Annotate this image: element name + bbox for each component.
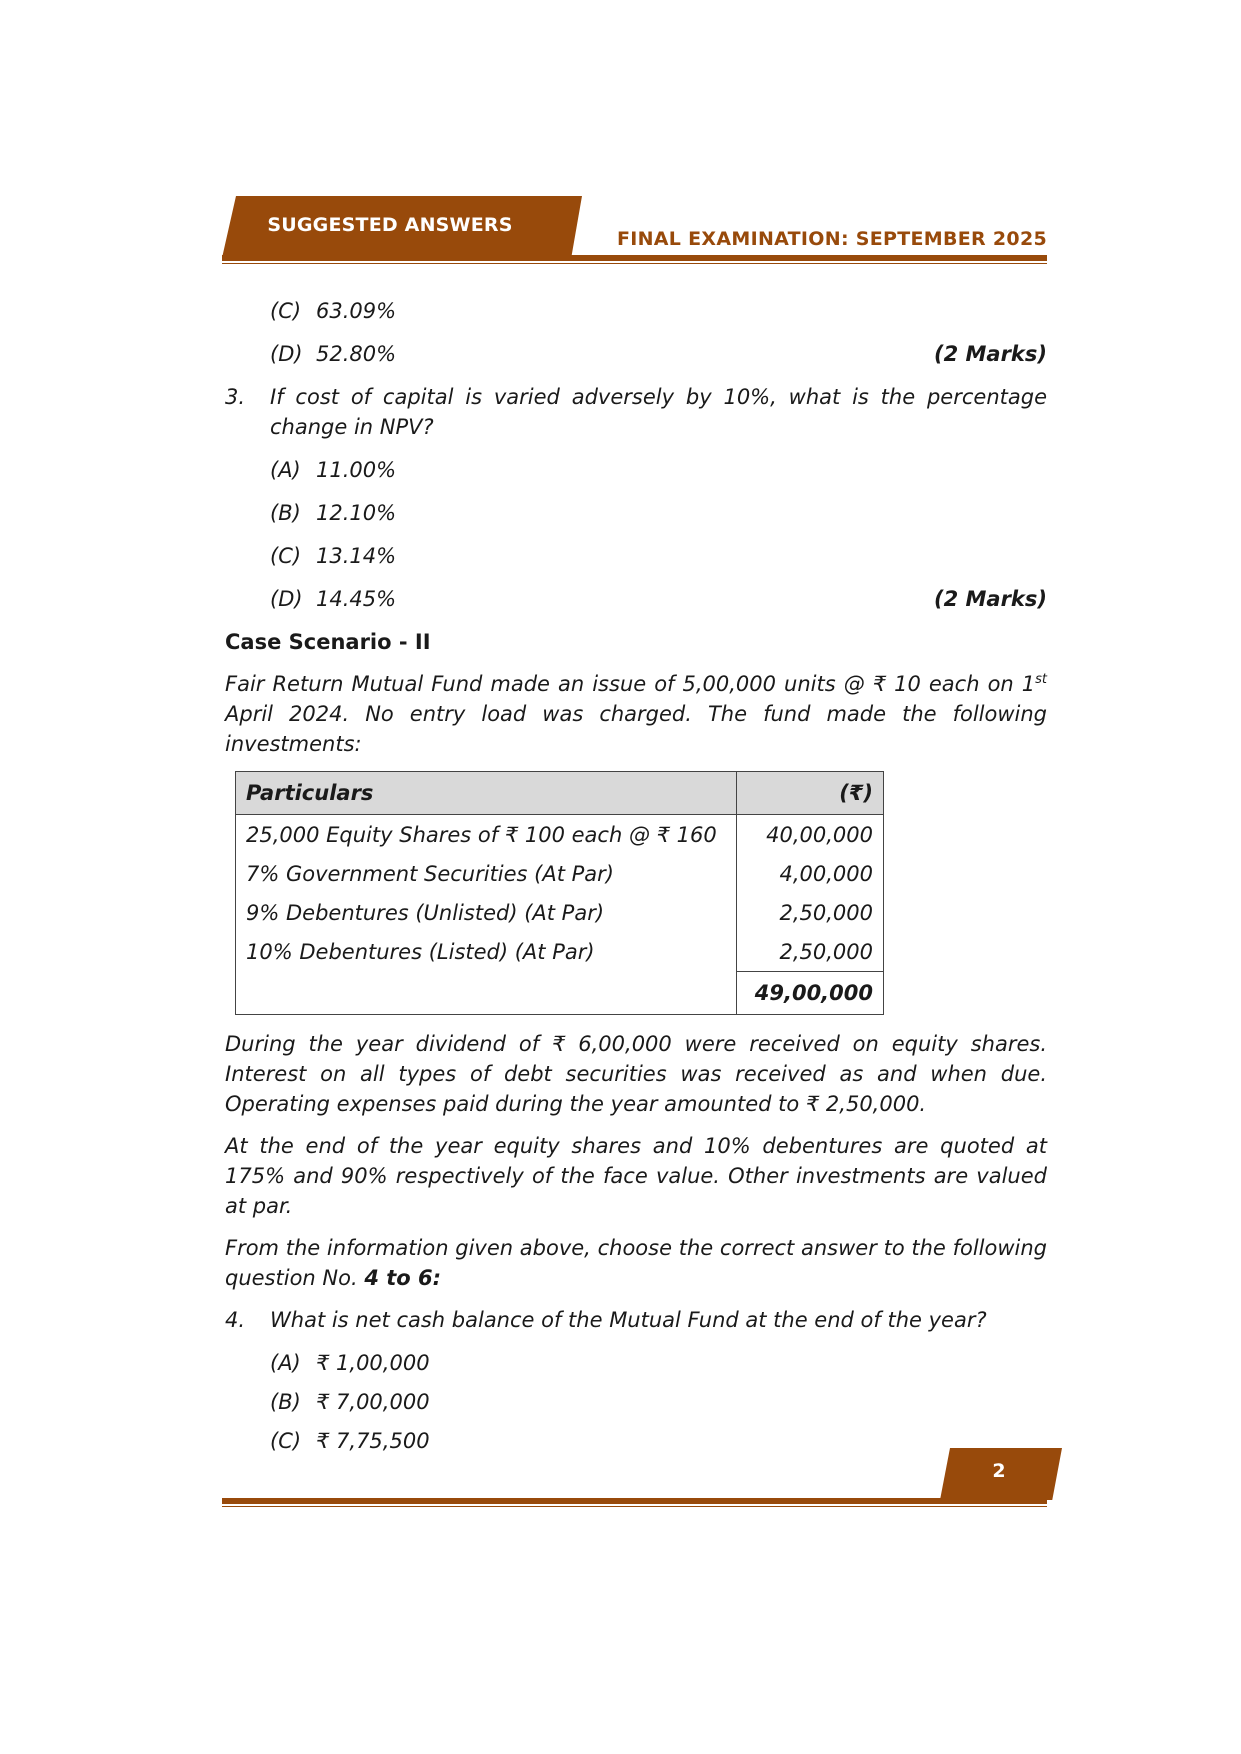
case-intro-b: April 2024. No entry load was charged. The fund made the following investments: <box>225 702 1047 756</box>
option-label: (B) <box>270 1390 301 1414</box>
option-label: (C) <box>270 544 302 568</box>
option-text: 14.45% <box>316 587 397 611</box>
case-para-3 <box>225 1233 1047 1293</box>
case-intro-sup: st <box>1035 672 1047 687</box>
cell-particulars: 25,000 Equity Shares of ₹ 100 each @ ₹ 160 <box>236 815 737 855</box>
content <box>225 296 1047 1465</box>
option-text: 63.09% <box>316 299 397 323</box>
marks-label: (2 Marks) <box>933 587 1047 611</box>
option-row <box>270 339 1047 369</box>
marks-label: (2 Marks) <box>933 342 1047 366</box>
case-para-3-a: From the information given above, choose the correct answer to the following question No. <box>225 1236 1047 1290</box>
investments-table <box>235 771 884 1015</box>
case-para-3-b: 4 to 6: <box>364 1266 442 1290</box>
option-row <box>270 584 1047 614</box>
option-row <box>270 1426 1047 1456</box>
cell-total: 49,00,000 <box>737 972 884 1015</box>
exam-title: FINAL EXAMINATION: SEPTEMBER 2025 <box>616 228 1047 250</box>
option-row <box>270 296 1047 326</box>
option-row <box>270 1387 1047 1417</box>
table-row <box>236 932 884 972</box>
cell-total-blank <box>236 972 737 1015</box>
table-total-row <box>236 972 884 1015</box>
question-text: If cost of capital is varied adversely by 10%, what is the percentage change in NPV? <box>270 385 1047 439</box>
option-text: ₹ 1,00,000 <box>316 1351 430 1375</box>
option-row <box>270 455 1047 485</box>
case-para-1: During the year dividend of ₹ 6,00,000 were received on equity shares. Interest on all types of debt securities was received as and when due. Operating expenses paid during the year amounted to ₹ 2,50,000. <box>225 1032 1047 1116</box>
option-row <box>270 541 1047 571</box>
table-header-row <box>236 772 884 815</box>
option-text: 52.80% <box>316 342 397 366</box>
option-label: (A) <box>270 1351 301 1375</box>
table-row <box>236 815 884 855</box>
case-intro <box>225 669 1047 759</box>
header-particulars: Particulars <box>236 772 737 815</box>
case-para-2: At the end of the year equity shares and 10% debentures are quoted at 175% and 90% respectively of the face value. Other investments are valued at par. <box>225 1134 1047 1218</box>
cell-particulars: 10% Debentures (Listed) (At Par) <box>236 932 737 972</box>
option-text: 13.14% <box>316 544 397 568</box>
footer-rule <box>222 1498 1047 1504</box>
header-tab-label: SUGGESTED ANSWERS <box>267 214 513 236</box>
option-label: (B) <box>270 501 301 525</box>
question-text: What is net cash balance of the Mutual Fund at the end of the year? <box>270 1308 987 1332</box>
option-label: (C) <box>270 299 302 323</box>
question-3 <box>225 382 1047 442</box>
question-4 <box>225 1305 1047 1335</box>
cell-particulars: 7% Government Securities (At Par) <box>236 854 737 893</box>
cell-amount: 2,50,000 <box>737 893 884 932</box>
header-rule <box>222 255 1047 261</box>
cell-amount: 2,50,000 <box>737 932 884 972</box>
case-title: Case Scenario - II <box>225 630 431 654</box>
option-text: ₹ 7,00,000 <box>316 1390 430 1414</box>
option-text: ₹ 7,75,500 <box>316 1429 430 1453</box>
header-rule-thin <box>222 263 1047 264</box>
cell-amount: 40,00,000 <box>737 815 884 855</box>
header-amount: (₹) <box>737 772 884 815</box>
option-text: 12.10% <box>316 501 397 525</box>
cell-particulars: 9% Debentures (Unlisted) (At Par) <box>236 893 737 932</box>
option-label: (D) <box>270 342 303 366</box>
option-label: (A) <box>270 458 301 482</box>
page-number: 2 <box>992 1460 1006 1482</box>
option-row <box>270 1348 1047 1378</box>
footer-rule-thin <box>222 1506 1047 1507</box>
cell-amount: 4,00,000 <box>737 854 884 893</box>
table-row <box>236 893 884 932</box>
option-label: (C) <box>270 1429 302 1453</box>
case-intro-a: Fair Return Mutual Fund made an issue of 5,00,000 units @ ₹ 10 each on 1 <box>225 672 1036 696</box>
option-label: (D) <box>270 587 303 611</box>
question-number: 3. <box>225 385 246 409</box>
table-row <box>236 854 884 893</box>
question-number: 4. <box>225 1308 246 1332</box>
option-text: 11.00% <box>316 458 397 482</box>
option-row <box>270 498 1047 528</box>
